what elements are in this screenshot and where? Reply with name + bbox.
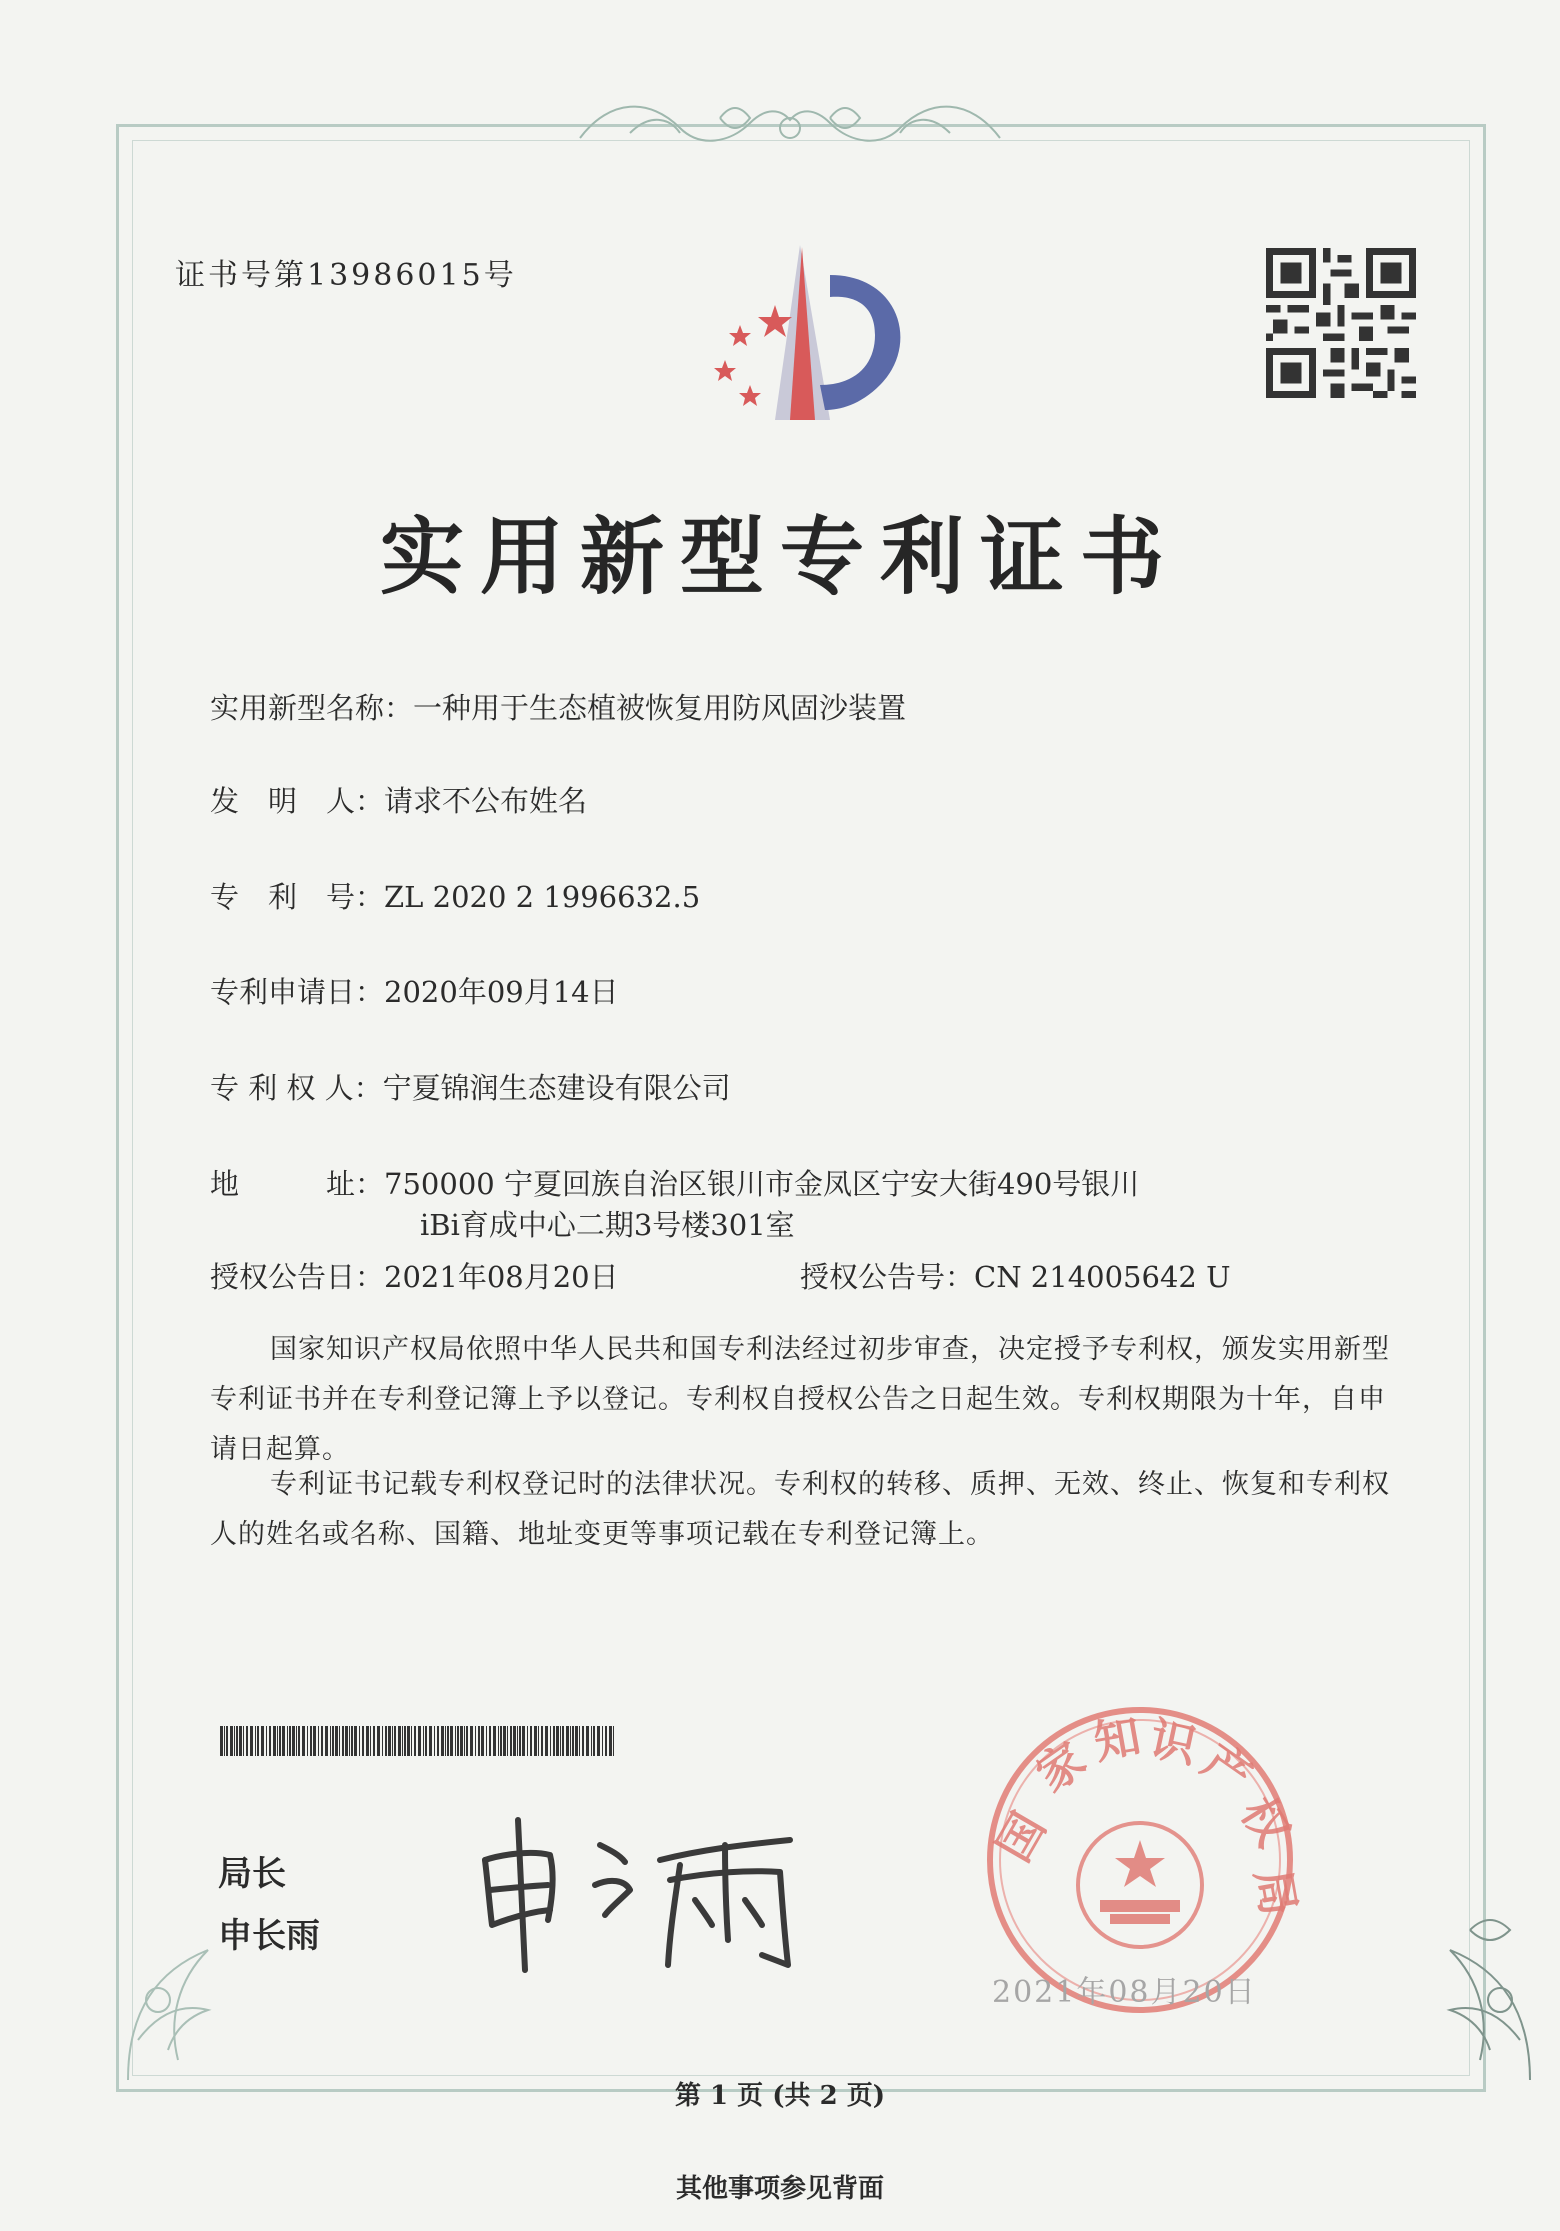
page-number: 第 1 页 (共 2 页) — [674, 2081, 886, 2111]
certificate-number: 证书号第13986015号 — [175, 258, 517, 293]
patent-office-logo-icon — [680, 235, 920, 435]
seal-date: 2021年08月20日 — [992, 1975, 1257, 2010]
svg-text:局: 局 — [1245, 1864, 1307, 1920]
svg-text:知: 知 — [1089, 1708, 1145, 1770]
field-label: 授权公告号： — [800, 1260, 975, 1294]
field-label: 专 利 权 人： — [210, 1071, 383, 1105]
certificate-title: 实用新型专利证书 — [379, 507, 1180, 606]
field-grant-number — [800, 1255, 1231, 1296]
field-value: 一种用于生态植被恢复用防风固沙装置 — [413, 691, 907, 725]
paragraph-legal-status: 专利证书记载专利权登记时的法律状况。专利权的转移、质押、无效、终止、恢复和专利权人的姓名或名称、国籍、地址变更等事项记载在专利登记簿上。 — [210, 1469, 1390, 1550]
field-patentee — [210, 1066, 731, 1107]
paragraph-grant-statement: 国家知识产权局依照中华人民共和国专利法经过初步审查，决定授予专利权，颁发实用新型专利证书并在专利登记簿上予以登记。专利权自授权公告之日起生效。专利权期限为十年，自申请日起算。 — [210, 1334, 1390, 1465]
field-label: 专利申请日： — [210, 975, 385, 1009]
director-block — [218, 1843, 320, 1967]
svg-text:权: 权 — [1230, 1787, 1301, 1856]
back-note: 其他事项参见背面 — [675, 2174, 884, 2204]
field-value: 2021年08月20日 — [384, 1260, 619, 1294]
bottom-right-ornament — [1380, 1890, 1540, 2090]
signature-icon — [470, 1800, 830, 1980]
field-value: 请求不公布姓名 — [384, 784, 588, 818]
director-title: 局长 — [218, 1854, 286, 1894]
svg-text:识: 识 — [1145, 1711, 1202, 1774]
field-label: 专 利 号： — [210, 880, 385, 914]
field-patent-number — [210, 875, 700, 916]
svg-text:国: 国 — [986, 1803, 1057, 1871]
svg-text:家: 家 — [1026, 1731, 1096, 1803]
svg-text:产: 产 — [1192, 1733, 1262, 1805]
field-value: CN 214005642 U — [974, 1260, 1231, 1294]
field-label: 发 明 人： — [210, 784, 385, 818]
field-address — [210, 1162, 1139, 1203]
field-label: 授权公告日： — [210, 1260, 385, 1294]
field-utility-model-name — [210, 686, 906, 727]
field-value: 2020年09月14日 — [384, 975, 619, 1009]
field-value: 750000 宁夏回族自治区银川市金凤区宁安大街490号银川 — [384, 1167, 1140, 1201]
field-address-line2: iBi育成中心二期3号楼301室 — [420, 1208, 795, 1242]
barcode-icon — [220, 1726, 620, 1756]
field-application-date — [210, 970, 619, 1011]
field-label: 地 址： — [210, 1167, 385, 1201]
field-grant-date — [210, 1255, 619, 1296]
director-name: 申长雨 — [218, 1916, 320, 1956]
field-inventor — [210, 779, 587, 820]
field-label: 实用新型名称： — [210, 691, 414, 725]
field-value: ZL 2020 2 1996632.5 — [384, 880, 701, 914]
field-value: 宁夏锦润生态建设有限公司 — [382, 1071, 731, 1105]
top-ornament — [570, 88, 1010, 158]
qr-code-icon — [1266, 248, 1416, 398]
